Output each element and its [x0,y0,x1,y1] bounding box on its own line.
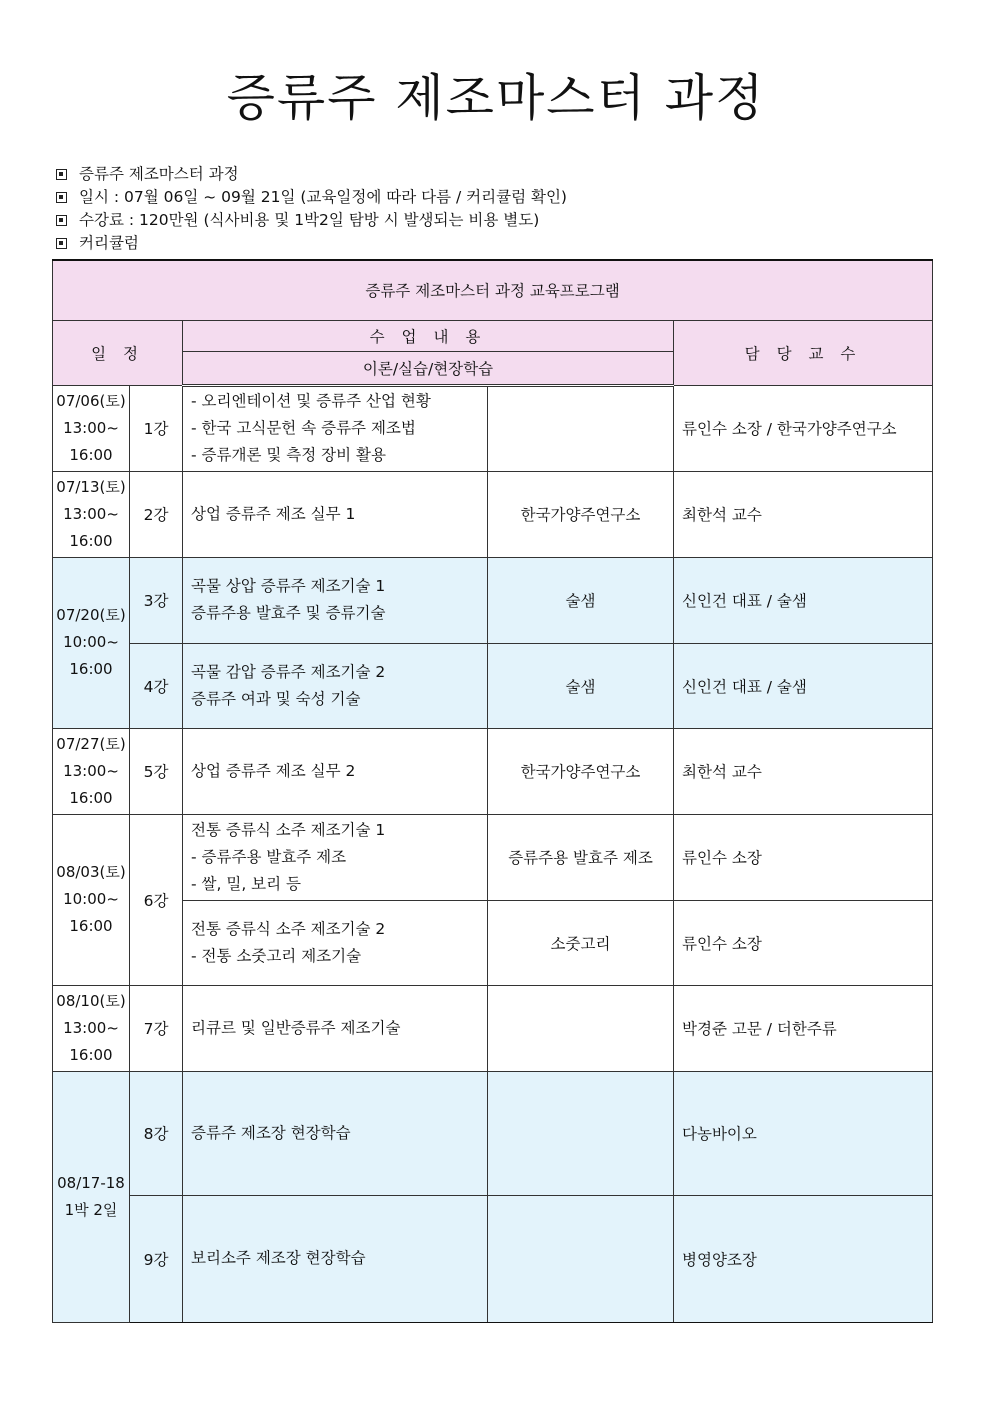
page-title: 증류주 제조마스터 과정 [226,69,766,127]
lecture-content: 상업 증류주 제조 실무 2 [183,728,488,814]
schedule-cell: 08/10(토) 13:00~ 16:00 [53,985,130,1071]
lecture-place: 증류주용 발효주 제조 [488,814,674,900]
lecture-number: 2강 [130,471,183,557]
lecture-content: 상업 증류주 제조 실무 1 [183,471,488,557]
header-content-sub: 이론/실습/현장학습 [183,351,674,385]
schedule-cell: 08/03(토) 10:00~ 16:00 [53,814,130,985]
lecture-place [488,1195,674,1322]
lecture-professor: 병영양조장 [674,1195,933,1322]
lecture-place: 술샘 [488,643,674,728]
lecture-number: 7강 [130,985,183,1071]
schedule-cell: 08/17-18 1박 2일 [53,1071,130,1322]
info-item: 수강료 : 120만원 (식사비용 및 1박2일 탐방 시 발생되는 비용 별도) [56,209,567,232]
table-caption: 증류주 제조마스터 과정 교육프로그램 [53,260,933,320]
lecture-place: 술샘 [488,557,674,643]
lecture-content: 곡물 상압 증류주 제조기술 1 증류주용 발효주 및 증류기술 [183,557,488,643]
info-item: 커리큘럼 [56,232,567,255]
info-item: 일시 : 07월 06일 ~ 09월 21일 (교육일정에 따라 다름 / 커리큘럼 확인) [56,186,567,209]
table-row [53,643,933,728]
info-item: 증류주 제조마스터 과정 [56,163,567,186]
table-row [53,1071,933,1195]
square-bullet-icon [56,192,67,203]
table-row [53,385,933,471]
lecture-content: 전통 증류식 소주 제조기술 1 - 증류주용 발효주 제조 - 쌀, 밀, 보리 등 [183,814,488,900]
header-schedule: 일 정 [53,320,183,385]
lecture-place: 한국가양주연구소 [488,471,674,557]
lecture-place [488,1071,674,1195]
lecture-content: 증류주 제조장 현장학습 [183,1071,488,1195]
lecture-number: 1강 [130,385,183,471]
lecture-number: 8강 [130,1071,183,1195]
lecture-number: 4강 [130,643,183,728]
lecture-professor: 류인수 소장 [674,900,933,985]
lecture-number: 3강 [130,557,183,643]
table-row [53,471,933,557]
lecture-place: 한국가양주연구소 [488,728,674,814]
table-row [53,728,933,814]
lecture-number: 5강 [130,728,183,814]
table-row [53,985,933,1071]
schedule-cell: 07/13(토) 13:00~ 16:00 [53,471,130,557]
header-professor: 담 당 교 수 [674,320,933,385]
schedule-cell: 07/06(토) 13:00~ 16:00 [53,385,130,471]
schedule-cell: 07/27(토) 13:00~ 16:00 [53,728,130,814]
lecture-professor: 다농바이오 [674,1071,933,1195]
table-row [53,900,933,985]
lecture-number: 9강 [130,1195,183,1322]
lecture-number: 6강 [130,814,183,985]
square-bullet-icon [56,238,67,249]
lecture-content: 리큐르 및 일반증류주 제조기술 [183,985,488,1071]
square-bullet-icon [56,215,67,226]
lecture-place [488,385,674,471]
lecture-content: 곡물 감압 증류주 제조기술 2 증류주 여과 및 숙성 기술 [183,643,488,728]
info-list [56,163,567,255]
lecture-content: - 오리엔테이션 및 증류주 산업 현황 - 한국 고식문헌 속 증류주 제조법 - 증류개론 및 측정 장비 활용 [183,385,488,471]
header-content: 수 업 내 용 [183,320,674,351]
lecture-place: 소줏고리 [488,900,674,985]
schedule-cell: 07/20(토) 10:00~ 16:00 [53,557,130,728]
curriculum-table [52,259,933,1323]
lecture-content: 전통 증류식 소주 제조기술 2 - 전통 소줏고리 제조기술 [183,900,488,985]
square-bullet-icon [56,169,67,180]
lecture-professor: 신인건 대표 / 술샘 [674,643,933,728]
lecture-professor: 류인수 소장 [674,814,933,900]
lecture-professor: 최한석 교수 [674,728,933,814]
lecture-professor: 신인건 대표 / 술샘 [674,557,933,643]
lecture-professor: 최한석 교수 [674,471,933,557]
table-row [53,1195,933,1322]
table-row [53,814,933,900]
lecture-content: 보리소주 제조장 현장학습 [183,1195,488,1322]
lecture-place [488,985,674,1071]
lecture-professor: 류인수 소장 / 한국가양주연구소 [674,385,933,471]
lecture-professor: 박경준 고문 / 더한주류 [674,985,933,1071]
table-row [53,557,933,643]
